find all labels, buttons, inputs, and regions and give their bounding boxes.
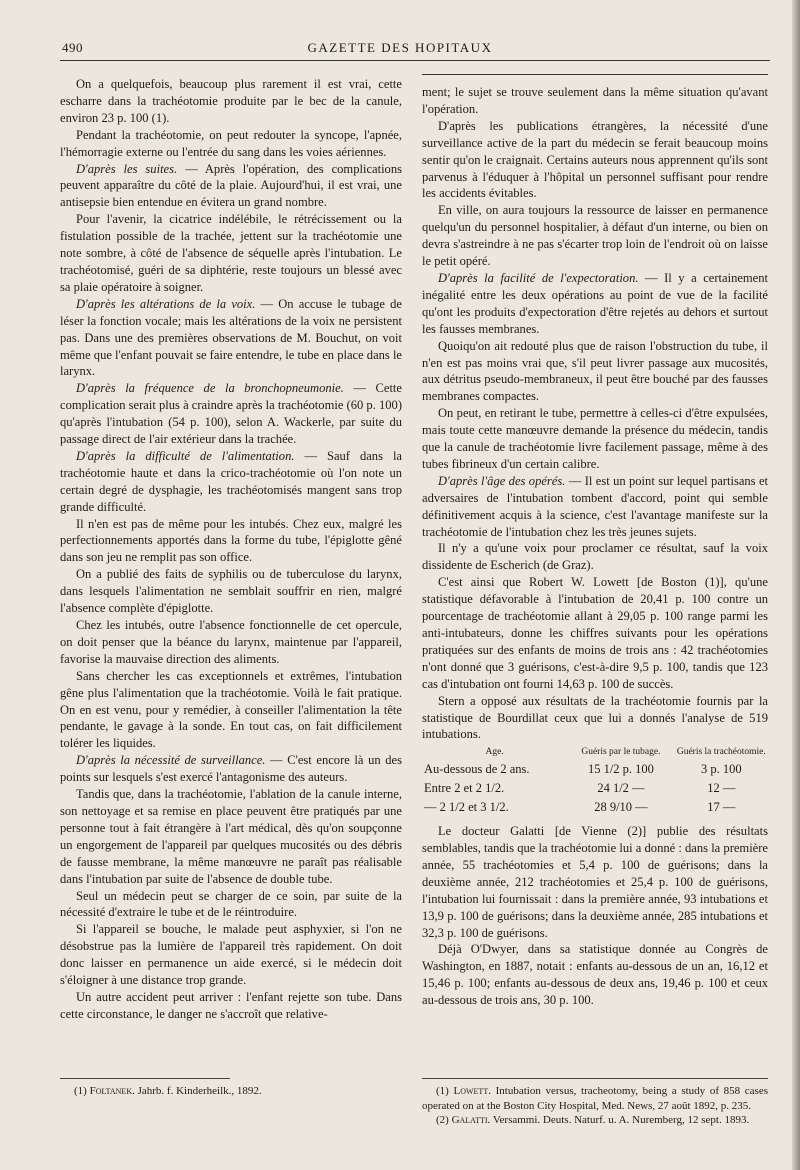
paragraph-text: Chez les intubés, outre l'absence fonctionnelle de cet opercule, on doit penser que la béance du larynx, maintenue par l'appareil, favorise la mauvaise direction des aliments.	[60, 618, 402, 666]
table-cell: 17 —	[707, 800, 736, 815]
paragraph-text: Quoiqu'on ait redouté plus que de raison l'obstruction du tube, il n'en est pas moins vrai que, s'il peut livrer passage aux mucosités, aux détritus pseudo-membraneux, il peut être bouché par des fausses membranes compactes.	[422, 338, 768, 404]
right-column	[422, 84, 768, 1009]
paragraph-text: Tandis que, dans la trachéotomie, l'ablation de la canule interne, son nettoyage et sa remise en place peuvent être pratiqués par une personne tout à fait étrangère à l'art médical, dès qu'on soupçonne un engorgement de l'appareil par quelques mucosités ou des débris de fausse membrane, la même manœuvre ne paraît pas réalisable dans l'intubation par suite de l'absence de double tube.	[60, 787, 402, 886]
paragraph	[60, 516, 402, 567]
right-footnotes	[422, 1084, 768, 1128]
footnote	[422, 1084, 768, 1113]
paragraph	[422, 941, 768, 1009]
paragraph	[60, 617, 402, 668]
paragraph	[422, 693, 768, 744]
footnote-marker: (2)	[436, 1114, 449, 1126]
table-cell: 12 —	[707, 781, 736, 796]
paragraph-text: On a quelquefois, beaucoup plus rarement il est vrai, cette escharre dans la trachéotomie produite par le bec de la canule, environ 23 p. 100 (1).	[60, 77, 402, 125]
paragraph	[60, 888, 402, 922]
paragraph	[422, 574, 768, 692]
table-header-tubage: Guéris par le tubage.	[581, 747, 661, 758]
table-cell: 15 1/2 p. 100	[587, 762, 654, 777]
left-footnotes	[60, 1084, 402, 1099]
left-footnote-rule	[60, 1078, 230, 1079]
paragraph	[422, 118, 768, 203]
paragraph-text: — C'est encore là un des points sur lesquels s'est exercé l'antagonisme des auteurs.	[60, 753, 402, 785]
table-header-tracheotomy: Guéris la trachéotomie.	[676, 747, 766, 758]
paragraph	[60, 786, 402, 887]
paragraph-text: Il n'en est pas de même pour les intubés. Chez eux, malgré les perfectionnements apportés dans la forme du tube, l'épiglotte gêné dans son jeu ne remplit pas son office.	[60, 516, 402, 565]
paragraph	[422, 202, 768, 270]
table-row	[422, 760, 768, 779]
table-cell: Entre 2 et 2 1/2.	[424, 781, 505, 796]
table-header-age: Age.	[485, 747, 504, 758]
paragraph-text: Pour l'avenir, la cicatrice indélébile, le rétrécissement ou la fistulation possible de la trachée, jettent sur la trachéotomie une note sombre, à côté de l'absence de séquelle après l'intubation. Le trachéotomisé, guéri de sa diphtérie, reste toujours un blessé avec sa plaie opératoire à soigner.	[60, 212, 402, 294]
right-column-body-before-table	[422, 84, 768, 743]
paragraph	[422, 270, 768, 338]
paragraph	[422, 84, 768, 118]
paragraph-text: ment; le sujet se trouve seulement dans la même situation qu'avant l'opération.	[422, 85, 768, 116]
header-rule	[60, 60, 770, 61]
paragraph	[60, 127, 402, 161]
paragraph-text: On peut, en retirant le tube, permettre à celles-ci d'être expulsées, mais toute cette manœuvre demande la présence du médecin, tandis que la canule de trachéotomie livre facilement passage, même à des tubes fibrineux d'un certain calibre.	[422, 406, 768, 471]
table-cell: 28 9/10 —	[594, 800, 648, 815]
paragraph	[422, 338, 768, 406]
paragraph-text: — Cette complication serait plus à craindre après la trachéotomie (60 p. 100) qu'après l'intubation (54 p. 100), selon A. Wackerle, par suite du passage direct de l'air extérieur dans la trachée.	[60, 381, 402, 447]
paragraph-text: Si l'appareil se bouche, le malade peut asphyxier, si l'on ne désobstrue pas la lumière de l'appareil très rapidement. On doit donc laisser en permanence un aide exercé, si le médecin doit s'éloigner à une distance trop grande.	[60, 922, 402, 988]
journal-title: GAZETTE DES HOPITAUX	[307, 40, 493, 55]
section-title: D'après la fréquence de la bronchopneumonie.	[76, 381, 344, 396]
footnote-text: Versammi. Deuts. Naturf. u. A. Nuremberg, 12 sept. 1893.	[490, 1114, 750, 1126]
paragraph	[60, 161, 402, 212]
paragraph	[60, 76, 402, 127]
section-title: D'après la nécessité de surveillance.	[76, 753, 266, 768]
paragraph	[60, 380, 402, 448]
paragraph	[60, 989, 402, 1023]
section-title: D'après la facilité de l'expectoration.	[438, 270, 639, 285]
table-cell: 24 1/2 —	[597, 781, 645, 796]
paragraph	[422, 540, 768, 574]
footnote	[422, 1113, 768, 1128]
paragraph	[60, 752, 402, 786]
paragraph	[60, 566, 402, 617]
footnote-author: Foltanek.	[89, 1085, 135, 1097]
paragraph-text: Seul un médecin peut se charger de ce soin, par suite de la nécessité d'extraire le tube et de le réintroduire.	[60, 888, 402, 920]
paragraph	[422, 405, 768, 473]
paragraph-text: — Sauf dans la trachéotomie haute et dans la crico-trachéotomie où l'on note un certain degré de dysphagie, les trachéotomisés mangent sans trop grande difficulté.	[60, 448, 402, 514]
paragraph-text: Pendant la trachéotomie, on peut redouter la syncope, l'apnée, l'hémorragie externe ou l'entrée du sang dans les voies aériennes.	[60, 127, 402, 159]
paragraph-text: — On accuse le tubage de léser la fonction vocale; mais les altérations de la voix ne persistent pas. Dans une des premières observations de M. Bouchut, on voit même que l'enfant pouvait se faire entendre, le tube en place dans le larynx.	[60, 296, 402, 379]
right-footnote-rule	[422, 1078, 768, 1079]
paragraph-text: D'après les publications étrangères, la nécessité d'une surveillance active de la part du médecin se ferait beaucoup moins sentir qu'on le craignait. Certains auteurs nous apprennent qu'ils sont parvenus à l'éduquer à l'hôpital un personnel suffisant pour rendre les accidents évitables.	[422, 118, 768, 201]
page-edge-shadow	[792, 0, 800, 1170]
paragraph	[60, 668, 402, 753]
footnote-marker: (1)	[74, 1085, 87, 1097]
footnote-text: Jahrb. f. Kinderheilk., 1892.	[134, 1085, 262, 1097]
table-cell: — 2 1/2 et 3 1/2.	[424, 800, 509, 815]
paragraph	[60, 296, 402, 381]
left-column	[60, 76, 402, 1023]
paragraph-text: Il n'y a qu'une voix pour proclamer ce résultat, sauf la voix dissidente de Escherich (de Graz).	[422, 541, 768, 573]
statistics-table	[422, 747, 768, 817]
section-title: D'après la difficulté de l'alimentation.	[76, 448, 295, 463]
section-title: D'après les suites.	[76, 161, 178, 176]
page-number: 490	[62, 40, 83, 55]
table-cell: Au-dessous de 2 ans.	[424, 762, 530, 777]
footnote-author: Lowett.	[453, 1085, 491, 1097]
paragraph-text: C'est ainsi que Robert W. Lowett [de Boston (1)], qu'une statistique défavorable à l'intubation de 20,41 p. 100 contre un pourcentage de trachéotomie allant à 29,05 p. 100 range parmi les anti-intubateurs, donne les chiffres suivants pour les opérations pratiquées sur des enfants de moins de trois ans : 42 trachéotomies n'ont donné que 3 guérisons, c'est-à-dire 9,5 p. 100, tandis que 123 cas d'intubation ont fourni 14,63 p. 100 de succès.	[422, 575, 768, 691]
paragraph-text: Le docteur Galatti [de Vienne (2)] publie des résultats semblables, tandis que la trachéotomie lui a donné : dans la première année, 55 trachéotomies et 5,4 p. 100 de guérisons; dans la deuxième année, 212 trachéotomies et 25,4 p. 100 de guérisons, l'intubation lui fournissait : dans la première année, 93 intubations et 13,9 p. 100 de guérisons; dans la deuxième année, 285 intubations et 32,3 p. 100 de guérisons.	[422, 824, 768, 940]
paragraph-text: — Il y a certainement inégalité entre les deux opérations au point de vue de la facilité qu'ont les produits d'expectoration d'être rejetés au dehors et surtout les fausses membranes.	[422, 270, 769, 336]
paragraph-text: Sans chercher les cas exceptionnels et extrêmes, l'intubation gêne plus l'alimentation que la trachéotomie. Voilà le fait pratique. On en est venu, pour y remédier, à conseiller l'alimentation la tête pendante, le gavage à la sonde. En tout cas, on fait difficilement tolérer les liquides.	[60, 668, 402, 751]
statistics-table-header-row	[422, 747, 768, 760]
paragraph-text: Un autre accident peut arriver : l'enfant rejette son tube. Dans cette circonstance, le danger ne s'accroît que relative-	[60, 989, 402, 1021]
footnote	[60, 1084, 402, 1099]
paragraph-text: Stern a opposé aux résultats de la trachéotomie fournis par la statistique de Bourdillat ceux que lui a donnés l'analyse de 519 intubations.	[422, 693, 768, 742]
paragraph	[422, 473, 768, 541]
paragraph-text: On a publié des faits de syphilis ou de tuberculose du larynx, dans lesquels l'alimentation ne semblait souffrir en rien, malgré l'absence complète d'épiglotte.	[60, 567, 402, 616]
paragraph	[60, 448, 402, 516]
paragraph-text: — Il est un point sur lequel partisans et adversaires de l'intubation tombent d'accord, point qui semble définitivement acquis à la science, c'est l'avantage manifeste sur la trachéotomie de l'intubation chez les très jeunes sujets.	[422, 473, 768, 539]
paragraph	[422, 823, 768, 941]
table-cell: 3 p. 100	[700, 762, 742, 777]
column-top-rule	[422, 74, 768, 75]
table-row	[422, 798, 768, 817]
paragraph-text: — Après l'opération, des complications peuvent apparaître du côté de la plaie. Aujourd'hui, il est vrai, une antisepsie bien entendue en évitera un grand nombre.	[60, 161, 402, 210]
section-title: D'après les altérations de la voix.	[76, 296, 256, 311]
table-row	[422, 779, 768, 798]
paragraph-text: En ville, on aura toujours la ressource de laisser en permanence quelqu'un du personnel hospitalier, à défaut d'un interne, ou bien on devra s'astreindre à ne pas s'écarter trop loin de l'endroit où on laisse le petit opéré.	[422, 203, 768, 269]
footnote-author: Galatti.	[451, 1114, 491, 1126]
paragraph	[60, 211, 402, 296]
right-column-body-after-table	[422, 823, 768, 1009]
paragraph-text: Déjà O'Dwyer, dans sa statistique donnée au Congrès de Washington, en 1887, notait : enfants au-dessous de un an, 16,12 et 15,46 p. 100; enfants au-dessous de deux ans, 19,46 p. 100 et ceux au-dessous de trois ans, 30 p. 100.	[422, 942, 768, 1008]
paragraph	[60, 921, 402, 989]
section-title: D'après l'âge des opérés.	[438, 473, 566, 488]
footnote-marker: (1)	[436, 1085, 449, 1097]
footnote-text: Intubation versus, tracheotomy, being a study of 858 cases operated on at the Boston City Hospital, Med. News, 27 août 1892, p. 235.	[422, 1085, 769, 1112]
